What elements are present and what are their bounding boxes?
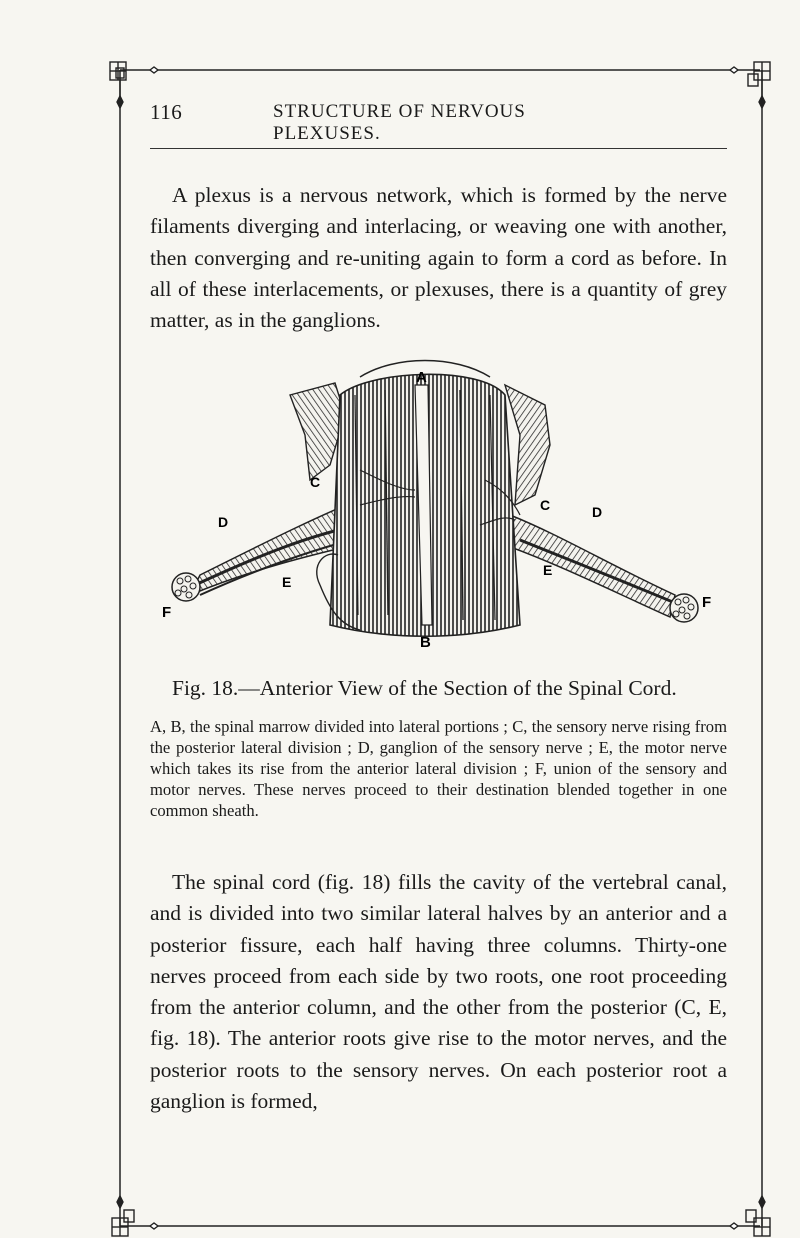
corner-ornament-bottom-left <box>112 1196 158 1236</box>
label-e-right: E <box>543 562 553 578</box>
corner-ornament-bottom-right <box>730 1196 770 1236</box>
label-a: A <box>416 369 427 386</box>
corner-ornament-top-right <box>730 62 770 108</box>
label-d-right: D <box>592 504 603 520</box>
figure-legend: A, B, the spinal marrow divided into lateral portions ; C, the sensory nerve rising from the posterior lateral division ; D, ganglion of the sensory nerve ; E, the motor nerve which takes its rise from the anterior lateral division ; F, union of the sensory and motor nerves. These nerves proceed to their destination blended together in one common sheath. <box>150 717 727 820</box>
page-number: 116 <box>150 100 183 124</box>
running-head: STRUCTURE OF NERVOUS PLEXUSES. <box>273 101 526 144</box>
label-f-left: F <box>162 604 172 621</box>
figure-caption: Fig. 18.—Anterior View of the Section of the Spinal Cord. <box>172 676 677 700</box>
label-c-left: C <box>310 474 321 490</box>
label-c-right: C <box>540 497 551 513</box>
label-e-left: E <box>282 574 292 590</box>
paragraph-spinal-cord: The spinal cord (fig. 18) fills the cavity of the vertebral canal, and is divided into two similar lateral halves by an anterior and a posterior fissure, each half having three columns. Thirty-one nerves proceed from each side by two roots, one root proceeding from the anterior column, and the other from the posterior (C, E, fig. 18). The anterior roots give rise to the motor nerves, and the posterior roots to the sensory nerves. On each posterior root a ganglion is formed, <box>150 870 727 1114</box>
label-b: B <box>420 634 431 651</box>
label-d-left: D <box>218 514 229 530</box>
label-f-right: F <box>702 594 712 611</box>
header-rule <box>150 148 727 149</box>
right-nerve-bundle <box>505 515 675 617</box>
paragraph-plexus: A plexus is a nervous network, which is formed by the nerve filaments diverging and interlacing, or weaving one with another, then converging and re-uniting again to form a cord as before. In all of these interlacements, or plexuses, there is a quantity of grey matter, as in the ganglions. <box>150 183 727 333</box>
spinal-cord-illustration <box>160 355 720 655</box>
